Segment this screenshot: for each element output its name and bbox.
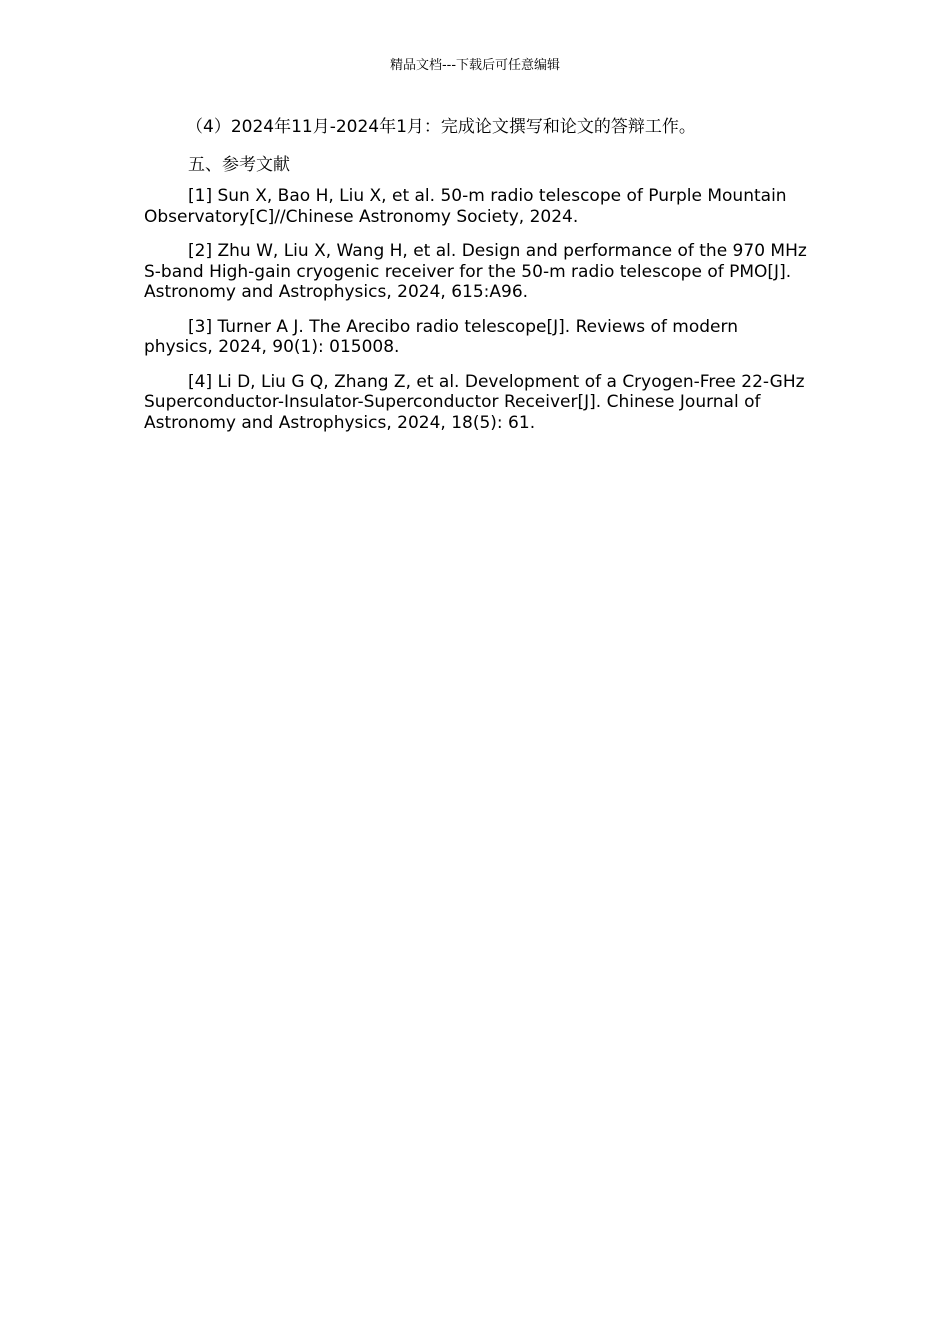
reference-item: [2] Zhu W, Liu X, Wang H, et al. Design and performance of the 970 MHz S-band High-gain cryogenic receiver for the 50-m radio telescope of PMO[J]. Astronomy and Astrophysics, 2024, 615:A96. xyxy=(144,241,807,302)
schedule-item: （4）2024年11月-2024年1月：完成论文撰写和论文的答辩工作。 xyxy=(186,117,696,137)
page-header: 精品文档---下载后可任意编辑 xyxy=(389,58,561,73)
section-heading-references: 五、参考文献 xyxy=(188,155,290,175)
document-body xyxy=(144,115,810,447)
reference-item: [3] Turner A J. The Arecibo radio telescope[J]. Reviews of modern physics, 2024, 90(1): 015008. xyxy=(144,316,738,357)
reference-item: [4] Li D, Liu G Q, Zhang Z, et al. Development of a Cryogen-Free 22-GHz Superconductor-Insulator-Superconductor Receiver[J]. Chinese Journal of Astronomy and Astrophysics, 2024, 18(5): 61. xyxy=(144,371,805,433)
reference-item: [1] Sun X, Bao H, Liu X, et al. 50-m radio telescope of Purple Mountain Observatory[C]//Chinese Astronomy Society, 2024. xyxy=(144,186,787,227)
reference-list xyxy=(144,186,810,433)
